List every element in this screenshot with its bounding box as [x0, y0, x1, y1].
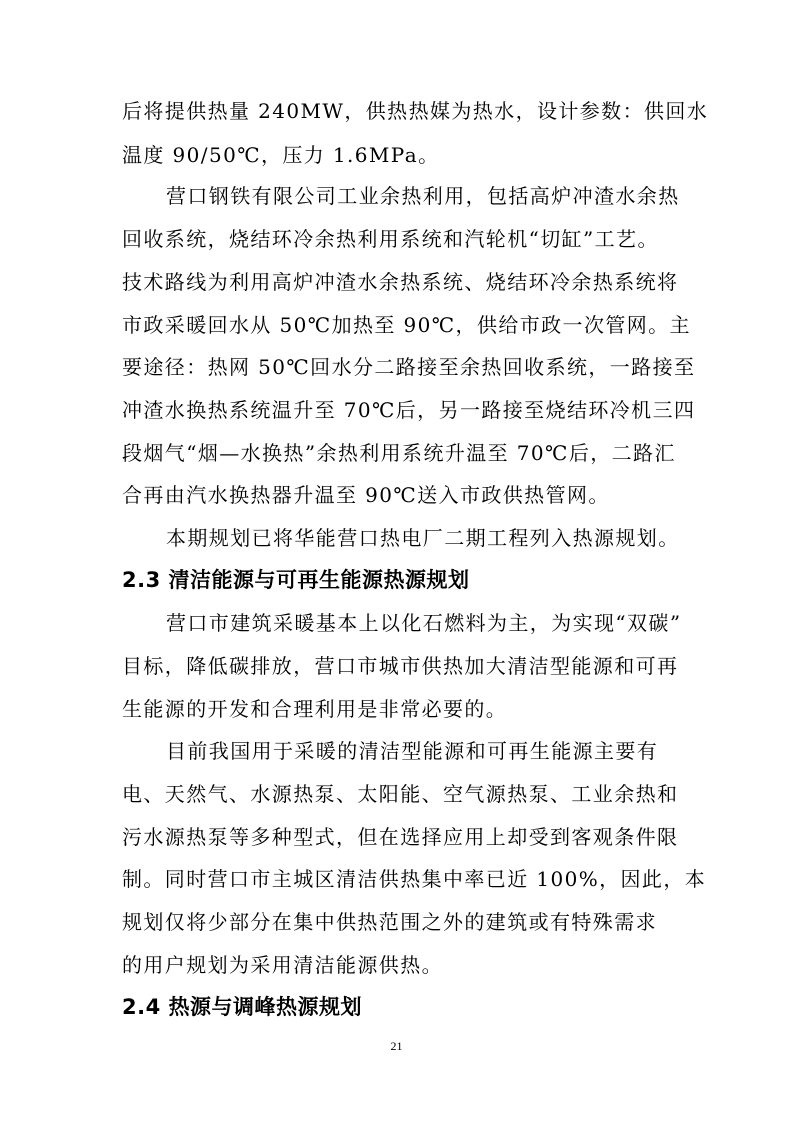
paragraph-2-line-4: 市政采暖回水从 50℃加热至 90℃，供给市政一次管网。主: [122, 313, 691, 337]
paragraph-5-line-6: 的用户规划为采用清洁能源供热。: [122, 953, 443, 977]
section-2-4-heading: 2.4 热源与调峰热源规划: [122, 995, 363, 1019]
paragraph-5-line-5: 规划仅将少部分在集中供热范围之外的建筑或有特殊需求: [122, 910, 657, 934]
paragraph-2-line-8: 合再由汽水换热器升温至 90℃送入市政供热管网。: [122, 483, 610, 507]
paragraph-2-line-5: 要途径：热网 50℃回水分二路接至余热回收系统，一路接至: [122, 355, 696, 379]
paragraph-2-line-6: 冲渣水换热系统温升至 70℃后，另一路接至烧结环冷机三四: [122, 398, 696, 422]
paragraph-3-line-1: 本期规划已将华能营口热电厂二期工程列入热源规划。: [166, 526, 680, 550]
paragraph-2-line-3: 技术路线为利用高炉冲渣水余热系统、烧结环冷余热系统将: [122, 270, 679, 294]
paragraph-4-line-1: 营口市建筑采暖基本上以化石燃料为主，为实现“双碳”: [166, 611, 682, 635]
paragraph-1-line-1: 后将提供热量 240MW，供热热媒为热水，设计参数：供回水: [122, 99, 709, 123]
page-number: 21: [390, 1039, 403, 1053]
paragraph-5-line-2: 电、天然气、水源热泵、太阳能、空气源热泵、工业余热和: [122, 782, 679, 806]
section-2-3-heading: 2.3 清洁能源与可再生能源热源规划: [122, 568, 470, 592]
paragraph-5-line-1: 目前我国用于采暖的清洁型能源和可再生能源主要有: [166, 739, 659, 763]
paragraph-1-line-2: 温度 90/50℃，压力 1.6MPa。: [122, 143, 440, 167]
paragraph-2-line-7: 段烟气“烟—水换热”余热利用系统升温至 70℃后，二路汇: [122, 441, 676, 465]
paragraph-4-line-3: 生能源的开发和合理利用是非常必要的。: [122, 697, 508, 721]
paragraph-5-line-4: 制。同时营口市主城区清洁供热集中率已近 100%，因此，本: [122, 867, 707, 891]
paragraph-2-line-2: 回收系统，烧结环冷余热利用系统和汽轮机“切缸”工艺。: [122, 227, 659, 251]
paragraph-4-line-2: 目标，降低碳排放，营口市城市供热加大清洁型能源和可再: [122, 654, 679, 678]
paragraph-2-line-1: 营口钢铁有限公司工业余热利用，包括高炉冲渣水余热: [166, 184, 680, 208]
paragraph-5-line-3: 污水源热泵等多种型式，但在选择应用上却受到客观条件限: [122, 825, 679, 849]
